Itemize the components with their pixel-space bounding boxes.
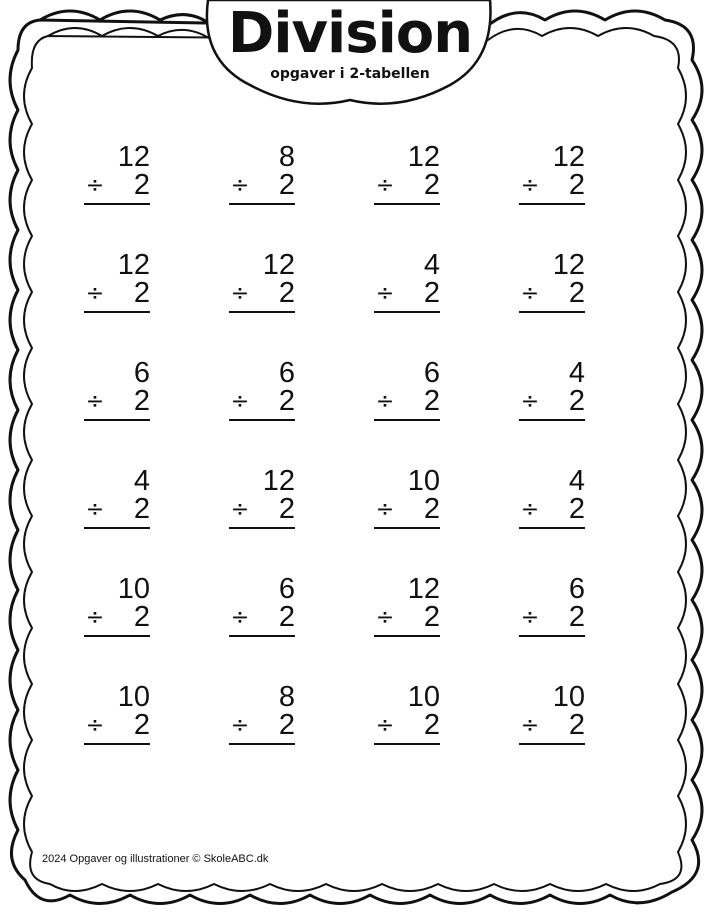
dividend: 12 (262, 249, 295, 281)
division-sign: ÷ (520, 713, 540, 738)
answer-line (84, 743, 150, 745)
division-problem (374, 682, 444, 742)
division-sign: ÷ (85, 713, 105, 738)
divisor: 2 (278, 709, 295, 741)
division-sign: ÷ (375, 497, 395, 522)
divisor: 2 (423, 277, 440, 309)
dividend: 6 (423, 357, 440, 389)
answer-line (519, 527, 585, 529)
dividend: 10 (407, 465, 440, 497)
dividend: 12 (552, 141, 585, 173)
division-sign: ÷ (85, 389, 105, 414)
dividend: 4 (568, 357, 585, 389)
division-problem (229, 142, 299, 202)
division-problem (519, 142, 589, 202)
divisor: 2 (133, 169, 150, 201)
division-problem (84, 250, 154, 310)
divisor: 2 (278, 493, 295, 525)
dividend: 6 (278, 573, 295, 605)
division-sign: ÷ (520, 281, 540, 306)
divisor: 2 (278, 277, 295, 309)
answer-line (374, 419, 440, 421)
answer-line (519, 311, 585, 313)
divisor: 2 (133, 493, 150, 525)
divisor: 2 (568, 169, 585, 201)
division-sign: ÷ (375, 713, 395, 738)
division-problem (374, 466, 444, 526)
dividend: 10 (407, 681, 440, 713)
division-sign: ÷ (375, 389, 395, 414)
dividend: 12 (262, 465, 295, 497)
answer-line (519, 419, 585, 421)
answer-line (229, 311, 295, 313)
dividend: 12 (407, 573, 440, 605)
division-problem (519, 250, 589, 310)
division-sign: ÷ (230, 497, 250, 522)
answer-line (229, 527, 295, 529)
answer-line (84, 311, 150, 313)
page-title: Division (227, 1, 473, 66)
division-problem (84, 682, 154, 742)
answer-line (84, 419, 150, 421)
divisor: 2 (133, 601, 150, 633)
dividend: 12 (407, 141, 440, 173)
divisor: 2 (423, 385, 440, 417)
divisor: 2 (568, 601, 585, 633)
divisor: 2 (133, 277, 150, 309)
division-problem (84, 466, 154, 526)
division-sign: ÷ (85, 173, 105, 198)
division-sign: ÷ (375, 605, 395, 630)
answer-line (229, 203, 295, 205)
division-problem (519, 682, 589, 742)
answer-line (229, 419, 295, 421)
division-sign: ÷ (375, 281, 395, 306)
division-sign: ÷ (230, 173, 250, 198)
divisor: 2 (568, 277, 585, 309)
dividend: 12 (117, 249, 150, 281)
division-problem (84, 574, 154, 634)
division-problem (374, 250, 444, 310)
divisor: 2 (423, 601, 440, 633)
divisor: 2 (278, 385, 295, 417)
division-sign: ÷ (230, 389, 250, 414)
answer-line (374, 203, 440, 205)
dividend: 12 (552, 249, 585, 281)
divisor: 2 (133, 709, 150, 741)
division-sign: ÷ (230, 605, 250, 630)
page-subtitle: opgaver i 2-tabellen (270, 66, 430, 82)
division-problem (229, 682, 299, 742)
dividend: 6 (278, 357, 295, 389)
division-sign: ÷ (520, 497, 540, 522)
division-sign: ÷ (520, 389, 540, 414)
dividend: 10 (117, 573, 150, 605)
dividend: 6 (133, 357, 150, 389)
divisor: 2 (568, 493, 585, 525)
dividend: 4 (568, 465, 585, 497)
division-sign: ÷ (375, 173, 395, 198)
division-problem (229, 466, 299, 526)
division-sign: ÷ (85, 605, 105, 630)
dividend: 12 (117, 141, 150, 173)
dividend: 6 (568, 573, 585, 605)
division-problem (519, 358, 589, 418)
answer-line (519, 635, 585, 637)
division-sign: ÷ (520, 605, 540, 630)
divisor: 2 (568, 709, 585, 741)
divisor: 2 (423, 493, 440, 525)
division-problem (374, 142, 444, 202)
division-sign: ÷ (85, 497, 105, 522)
divisor: 2 (133, 385, 150, 417)
division-problem (519, 466, 589, 526)
title-box (205, 0, 495, 108)
answer-line (519, 203, 585, 205)
division-problem (229, 250, 299, 310)
dividend: 4 (423, 249, 440, 281)
division-problem (84, 142, 154, 202)
divisor: 2 (568, 385, 585, 417)
answer-line (84, 635, 150, 637)
dividend: 4 (133, 465, 150, 497)
dividend: 8 (278, 141, 295, 173)
dividend: 8 (278, 681, 295, 713)
answer-line (84, 527, 150, 529)
answer-line (374, 743, 440, 745)
division-problem (229, 358, 299, 418)
answer-line (229, 635, 295, 637)
dividend: 10 (552, 681, 585, 713)
answer-line (519, 743, 585, 745)
division-sign: ÷ (520, 173, 540, 198)
answer-line (374, 635, 440, 637)
answer-line (374, 527, 440, 529)
division-sign: ÷ (230, 281, 250, 306)
divisor: 2 (423, 169, 440, 201)
dividend: 10 (117, 681, 150, 713)
division-sign: ÷ (230, 713, 250, 738)
division-problem (229, 574, 299, 634)
answer-line (374, 311, 440, 313)
division-problem (374, 358, 444, 418)
copyright-footer: 2024 Opgaver og illustrationer © SkoleABC.dk (42, 853, 269, 865)
division-problem (374, 574, 444, 634)
division-sign: ÷ (85, 281, 105, 306)
division-problem (519, 574, 589, 634)
answer-line (84, 203, 150, 205)
division-problem (84, 358, 154, 418)
divisor: 2 (278, 169, 295, 201)
divisor: 2 (278, 601, 295, 633)
divisor: 2 (423, 709, 440, 741)
answer-line (229, 743, 295, 745)
